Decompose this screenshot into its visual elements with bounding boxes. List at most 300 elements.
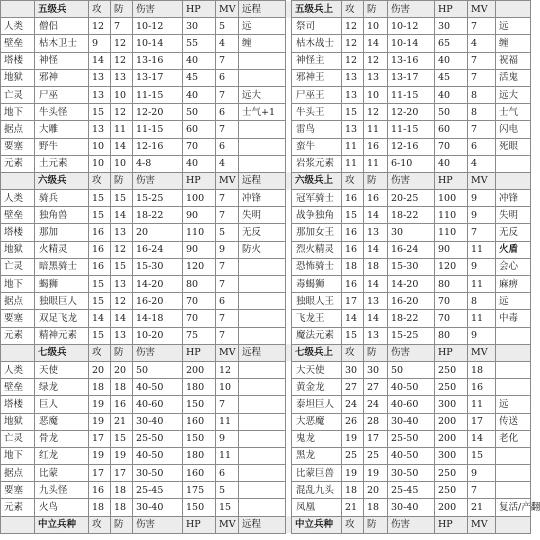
column-header-ability: [496, 344, 531, 361]
unit-name: 巨人: [35, 396, 89, 413]
unit-hp: 180: [183, 447, 216, 464]
unit-ranged: [239, 413, 286, 430]
upgraded-unit-name: 比蒙巨兽: [292, 465, 342, 482]
unit-damage: 30-40: [133, 413, 183, 430]
upgraded-unit-mv: 8: [468, 104, 496, 121]
race-cell: 要塞: [1, 138, 35, 155]
unit-name: 暗黑骑士: [35, 258, 89, 275]
upgraded-unit-attack: 25: [342, 447, 364, 464]
unit-attack: 16: [89, 241, 111, 258]
unit-name: 独角兽: [35, 207, 89, 224]
unit-attack: 17: [89, 430, 111, 447]
race-cell: 据点: [1, 121, 35, 138]
column-header-hp: HP: [183, 172, 216, 189]
upgraded-unit-damage: 30-40: [388, 499, 435, 516]
unit-hp: 75: [183, 327, 216, 344]
unit-mv: 11: [216, 447, 239, 464]
upgraded-unit-defense: 14: [364, 207, 388, 224]
upgraded-unit-attack: 26: [342, 413, 364, 430]
upgraded-unit-hp: 100: [435, 190, 468, 207]
upgraded-unit-hp: 65: [435, 35, 468, 52]
column-header-hp: HP: [435, 344, 468, 361]
unit-hp: 40: [183, 52, 216, 69]
unit-defense: 14: [111, 310, 133, 327]
unit-row: [1, 138, 531, 155]
unit-name: 那加: [35, 224, 89, 241]
upgraded-unit-attack: 18: [342, 258, 364, 275]
upgraded-unit-hp: 250: [435, 361, 468, 378]
unit-name: 野牛: [35, 138, 89, 155]
column-header-hp: HP: [183, 344, 216, 361]
upgraded-unit-ability: 远: [496, 18, 531, 35]
column-header-attack: 攻: [89, 172, 111, 189]
upgraded-unit-name: 冠军骑士: [292, 190, 342, 207]
upgraded-unit-mv: 4: [468, 155, 496, 172]
section-title-upgraded: 五级兵上: [292, 1, 342, 18]
upgraded-unit-name: 神怪主: [292, 52, 342, 69]
race-cell: 壁垒: [1, 207, 35, 224]
upgraded-unit-ability: 死眼: [496, 138, 531, 155]
upgraded-unit-damage: 25-45: [388, 482, 435, 499]
upgraded-unit-damage: 15-30: [388, 258, 435, 275]
column-header-mv: MV: [216, 516, 239, 533]
unit-name: 红龙: [35, 447, 89, 464]
upgraded-unit-mv: 7: [468, 224, 496, 241]
upgraded-unit-name: 岩浆元素: [292, 155, 342, 172]
unit-name: 独眼巨人: [35, 293, 89, 310]
upgraded-unit-defense: 10: [364, 86, 388, 103]
unit-damage: 14-20: [133, 276, 183, 293]
unit-attack: 13: [89, 121, 111, 138]
column-header-mv: MV: [468, 172, 496, 189]
unit-damage: 13-16: [133, 52, 183, 69]
unit-ranged: [239, 258, 286, 275]
upgraded-unit-ability: 冲锋: [496, 190, 531, 207]
upgraded-unit-defense: 17: [364, 430, 388, 447]
race-cell: 元素: [1, 155, 35, 172]
unit-row: [1, 361, 531, 378]
unit-attack: 20: [89, 361, 111, 378]
unit-hp: 55: [183, 35, 216, 52]
upgraded-unit-damage: 15-25: [388, 327, 435, 344]
upgraded-unit-hp: 120: [435, 258, 468, 275]
column-header-hp: HP: [435, 172, 468, 189]
upgraded-unit-mv: 14: [468, 430, 496, 447]
column-header-damage: 伤害: [388, 344, 435, 361]
column-header-hp: HP: [435, 516, 468, 533]
upgraded-unit-mv: 7: [468, 121, 496, 138]
upgraded-unit-mv: 21: [468, 499, 496, 516]
upgraded-unit-mv: 11: [468, 310, 496, 327]
unit-mv: 4: [216, 35, 239, 52]
race-cell: 亡灵: [1, 258, 35, 275]
upgraded-unit-hp: 80: [435, 276, 468, 293]
unit-attack: 19: [89, 447, 111, 464]
upgraded-unit-defense: 30: [364, 361, 388, 378]
upgraded-unit-ability: 传送: [496, 413, 531, 430]
unit-damage: 10-12: [133, 18, 183, 35]
race-cell: 地狱: [1, 69, 35, 86]
unit-mv: 4: [216, 155, 239, 172]
section-title-upgraded: 七级兵上: [292, 344, 342, 361]
unit-attack: 14: [89, 52, 111, 69]
upgraded-unit-name: 烈火精灵: [292, 241, 342, 258]
column-header-damage: 伤害: [388, 516, 435, 533]
unit-damage: 25-50: [133, 430, 183, 447]
column-header-defense: 防: [111, 516, 133, 533]
unit-name: 大雕: [35, 121, 89, 138]
unit-hp: 150: [183, 396, 216, 413]
unit-attack: 13: [89, 86, 111, 103]
unit-name: 恶魔: [35, 413, 89, 430]
upgraded-unit-name: 尸巫王: [292, 86, 342, 103]
unit-name: 邪神: [35, 69, 89, 86]
column-header-defense: 防: [364, 1, 388, 18]
column-header-damage: 伤害: [133, 344, 183, 361]
upgraded-unit-hp: 200: [435, 430, 468, 447]
upgraded-unit-hp: 50: [435, 104, 468, 121]
unit-mv: 6: [216, 138, 239, 155]
column-header-attack: 攻: [342, 516, 364, 533]
section-header-row: [1, 516, 531, 533]
race-cell: 塔楼: [1, 52, 35, 69]
unit-attack: 15: [89, 327, 111, 344]
column-header-ranged: 远程: [239, 516, 286, 533]
unit-attack: 16: [89, 224, 111, 241]
unit-mv: 7: [216, 396, 239, 413]
upgraded-unit-defense: 25: [364, 447, 388, 464]
unit-hp: 40: [183, 86, 216, 103]
unit-defense: 18: [111, 499, 133, 516]
unit-ranged: 缠: [239, 35, 286, 52]
upgraded-unit-defense: 19: [364, 465, 388, 482]
unit-row: [1, 224, 531, 241]
upgraded-unit-ability: [496, 379, 531, 396]
unit-hp: 80: [183, 276, 216, 293]
upgraded-unit-mv: 8: [468, 293, 496, 310]
upgraded-unit-attack: 12: [342, 52, 364, 69]
upgraded-unit-hp: 70: [435, 293, 468, 310]
unit-damage: 15-30: [133, 258, 183, 275]
upgraded-unit-name: 枯木战士: [292, 35, 342, 52]
unit-defense: 11: [111, 121, 133, 138]
race-cell: 人类: [1, 18, 35, 35]
section-header-row: [1, 172, 531, 189]
unit-attack: 15: [89, 104, 111, 121]
upgraded-unit-mv: 11: [468, 276, 496, 293]
unit-damage: 13-17: [133, 69, 183, 86]
unit-attack: 19: [89, 413, 111, 430]
upgraded-unit-name: 混乱九头: [292, 482, 342, 499]
unit-ranged: [239, 482, 286, 499]
unit-hp: 175: [183, 482, 216, 499]
upgraded-unit-damage: 10-14: [388, 35, 435, 52]
upgraded-unit-defense: 14: [364, 35, 388, 52]
race-cell: 人类: [1, 361, 35, 378]
upgraded-unit-ability: 会心: [496, 258, 531, 275]
column-header-attack: 攻: [89, 516, 111, 533]
unit-damage: 15-25: [133, 190, 183, 207]
unit-ranged: [239, 121, 286, 138]
upgraded-unit-defense: 11: [364, 155, 388, 172]
unit-ranged: [239, 69, 286, 86]
upgraded-unit-damage: 25-50: [388, 430, 435, 447]
unit-mv: 6: [216, 465, 239, 482]
upgraded-unit-ability: 缠: [496, 35, 531, 52]
unit-damage: 16-20: [133, 293, 183, 310]
upgraded-unit-ability: 老化: [496, 430, 531, 447]
race-cell: 亡灵: [1, 86, 35, 103]
upgraded-unit-mv: 11: [468, 241, 496, 258]
unit-defense: 7: [111, 18, 133, 35]
upgraded-unit-name: 祭司: [292, 18, 342, 35]
race-cell: 要塞: [1, 310, 35, 327]
unit-name: 精神元素: [35, 327, 89, 344]
unit-defense: 21: [111, 413, 133, 430]
unit-ranged: 无反: [239, 224, 286, 241]
upgraded-unit-name: 独眼人王: [292, 293, 342, 310]
column-header-mv: MV: [216, 344, 239, 361]
upgraded-unit-damage: 16-20: [388, 293, 435, 310]
upgraded-unit-ability: 远: [496, 396, 531, 413]
upgraded-unit-hp: 90: [435, 241, 468, 258]
upgraded-unit-damage: 40-60: [388, 396, 435, 413]
race-cell: 元素: [1, 499, 35, 516]
upgraded-unit-attack: 13: [342, 86, 364, 103]
unit-row: [1, 482, 531, 499]
header-race-cell: [1, 1, 35, 18]
upgraded-unit-attack: 21: [342, 499, 364, 516]
unit-mv: 7: [216, 327, 239, 344]
upgraded-unit-ability: 远大: [496, 86, 531, 103]
upgraded-unit-mv: 17: [468, 413, 496, 430]
unit-ranged: 防火: [239, 241, 286, 258]
unit-mv: 7: [216, 258, 239, 275]
unit-hp: 60: [183, 121, 216, 138]
upgraded-unit-ability: 中毒: [496, 310, 531, 327]
upgraded-unit-defense: 13: [364, 224, 388, 241]
unit-attack: 19: [89, 396, 111, 413]
upgraded-unit-ability: [496, 482, 531, 499]
column-header-hp: HP: [183, 516, 216, 533]
upgraded-unit-attack: 11: [342, 155, 364, 172]
upgraded-unit-hp: 300: [435, 447, 468, 464]
upgraded-unit-mv: 9: [468, 207, 496, 224]
upgraded-unit-ability: 远: [496, 293, 531, 310]
unit-damage: 40-50: [133, 379, 183, 396]
section-title-upgraded: 中立兵种: [292, 516, 342, 533]
unit-row: [1, 276, 531, 293]
unit-damage: 11-15: [133, 86, 183, 103]
unit-damage: 50: [133, 361, 183, 378]
upgraded-unit-ability: 失明: [496, 207, 531, 224]
unit-hp: 120: [183, 258, 216, 275]
unit-damage: 14-18: [133, 310, 183, 327]
upgraded-unit-defense: 28: [364, 413, 388, 430]
upgraded-unit-name: 战争独角: [292, 207, 342, 224]
unit-mv: 5: [216, 18, 239, 35]
unit-name: 尸巫: [35, 86, 89, 103]
upgraded-unit-attack: 15: [342, 207, 364, 224]
race-cell: 据点: [1, 465, 35, 482]
section-title: 六级兵: [35, 172, 89, 189]
unit-name: 骑兵: [35, 190, 89, 207]
upgraded-unit-damage: 40-50: [388, 447, 435, 464]
unit-damage: 30-50: [133, 465, 183, 482]
unit-ranged: 远: [239, 18, 286, 35]
upgraded-unit-hp: 250: [435, 465, 468, 482]
unit-attack: 10: [89, 155, 111, 172]
upgraded-unit-name: 凤凰: [292, 499, 342, 516]
unit-row: [1, 155, 531, 172]
upgraded-unit-damage: 16-24: [388, 241, 435, 258]
upgraded-unit-name: 鬼龙: [292, 430, 342, 447]
upgraded-unit-attack: 27: [342, 379, 364, 396]
unit-hp: 100: [183, 190, 216, 207]
upgraded-unit-damage: 50: [388, 361, 435, 378]
column-header-attack: 攻: [89, 1, 111, 18]
unit-row: [1, 258, 531, 275]
upgraded-unit-ability: 复活/产翻: [496, 499, 531, 516]
upgraded-unit-hp: 110: [435, 224, 468, 241]
unit-row: [1, 121, 531, 138]
column-header-defense: 防: [111, 344, 133, 361]
upgraded-unit-ability: [496, 361, 531, 378]
upgraded-unit-damage: 11-15: [388, 121, 435, 138]
unit-mv: 7: [216, 52, 239, 69]
column-header-defense: 防: [364, 344, 388, 361]
upgraded-unit-name: 蛮牛: [292, 138, 342, 155]
upgraded-unit-damage: 12-20: [388, 104, 435, 121]
unit-row: [1, 69, 531, 86]
upgraded-unit-name: 雷鸟: [292, 121, 342, 138]
section-header-row: [1, 1, 531, 18]
upgraded-unit-damage: 40-50: [388, 379, 435, 396]
upgraded-unit-damage: 30-50: [388, 465, 435, 482]
upgraded-unit-attack: 18: [342, 482, 364, 499]
unit-attack: 16: [89, 258, 111, 275]
unit-row: [1, 465, 531, 482]
upgraded-unit-hp: 300: [435, 396, 468, 413]
unit-mv: 7: [216, 276, 239, 293]
unit-attack: 9: [89, 35, 111, 52]
unit-attack: 14: [89, 310, 111, 327]
unit-ranged: [239, 276, 286, 293]
upgraded-unit-hp: 30: [435, 18, 468, 35]
upgraded-unit-attack: 16: [342, 241, 364, 258]
upgraded-unit-attack: 12: [342, 18, 364, 35]
upgraded-unit-hp: 70: [435, 310, 468, 327]
upgraded-unit-mv: 15: [468, 447, 496, 464]
upgraded-unit-hp: 80: [435, 327, 468, 344]
upgraded-unit-attack: 11: [342, 138, 364, 155]
upgraded-unit-hp: 45: [435, 69, 468, 86]
race-cell: 据点: [1, 293, 35, 310]
unit-mv: 9: [216, 430, 239, 447]
unit-ranged: [239, 138, 286, 155]
unit-row: [1, 447, 531, 464]
unit-defense: 13: [111, 276, 133, 293]
unit-mv: 5: [216, 482, 239, 499]
upgraded-unit-attack: 13: [342, 121, 364, 138]
unit-damage: 10-20: [133, 327, 183, 344]
unit-mv: 15: [216, 499, 239, 516]
unit-name: 火鸟: [35, 499, 89, 516]
header-race-cell: [1, 172, 35, 189]
unit-defense: 12: [111, 35, 133, 52]
unit-name: 神怪: [35, 52, 89, 69]
unit-defense: 19: [111, 447, 133, 464]
unit-defense: 16: [111, 396, 133, 413]
unit-mv: 7: [216, 121, 239, 138]
unit-hp: 90: [183, 241, 216, 258]
race-cell: 壁垒: [1, 379, 35, 396]
unit-defense: 15: [111, 430, 133, 447]
upgraded-unit-defense: 12: [364, 104, 388, 121]
upgraded-unit-defense: 14: [364, 276, 388, 293]
unit-defense: 13: [111, 224, 133, 241]
upgraded-unit-damage: 20-25: [388, 190, 435, 207]
column-header-ability: [496, 172, 531, 189]
upgraded-unit-ability: [496, 465, 531, 482]
unit-defense: 15: [111, 258, 133, 275]
unit-ranged: [239, 155, 286, 172]
upgraded-unit-damage: 18-22: [388, 310, 435, 327]
upgraded-unit-ability: [496, 327, 531, 344]
unit-name: 僧侣: [35, 18, 89, 35]
unit-hp: 40: [183, 155, 216, 172]
unit-row: [1, 310, 531, 327]
upgraded-unit-attack: 15: [342, 327, 364, 344]
upgraded-unit-damage: 13-16: [388, 52, 435, 69]
upgraded-unit-damage: 13-17: [388, 69, 435, 86]
upgraded-unit-damage: 10-12: [388, 18, 435, 35]
unit-name: 土元素: [35, 155, 89, 172]
upgraded-unit-defense: 27: [364, 379, 388, 396]
upgraded-unit-hp: 40: [435, 155, 468, 172]
upgraded-unit-defense: 14: [364, 310, 388, 327]
column-header-attack: 攻: [342, 344, 364, 361]
race-cell: 元素: [1, 327, 35, 344]
unit-mv: 6: [216, 104, 239, 121]
unit-defense: 20: [111, 361, 133, 378]
upgraded-unit-mv: 7: [468, 18, 496, 35]
unit-defense: 17: [111, 465, 133, 482]
upgraded-unit-ability: 祝福: [496, 52, 531, 69]
unit-defense: 13: [111, 69, 133, 86]
unit-attack: 18: [89, 379, 111, 396]
column-header-attack: 攻: [342, 172, 364, 189]
unit-ranged: 远大: [239, 86, 286, 103]
column-header-defense: 防: [111, 172, 133, 189]
unit-name: 骨龙: [35, 430, 89, 447]
column-header-defense: 防: [111, 1, 133, 18]
upgraded-unit-attack: 24: [342, 396, 364, 413]
upgraded-unit-name: 大天使: [292, 361, 342, 378]
unit-hp: 200: [183, 361, 216, 378]
unit-attack: 10: [89, 138, 111, 155]
unit-ranged: [239, 499, 286, 516]
unit-ranged: [239, 396, 286, 413]
unit-ranged: 士气+1: [239, 104, 286, 121]
unit-ranged: [239, 430, 286, 447]
upgraded-unit-hp: 70: [435, 138, 468, 155]
unit-mv: 6: [216, 293, 239, 310]
race-cell: 地下: [1, 276, 35, 293]
unit-damage: 16-24: [133, 241, 183, 258]
unit-attack: 15: [89, 276, 111, 293]
upgraded-unit-defense: 20: [364, 482, 388, 499]
